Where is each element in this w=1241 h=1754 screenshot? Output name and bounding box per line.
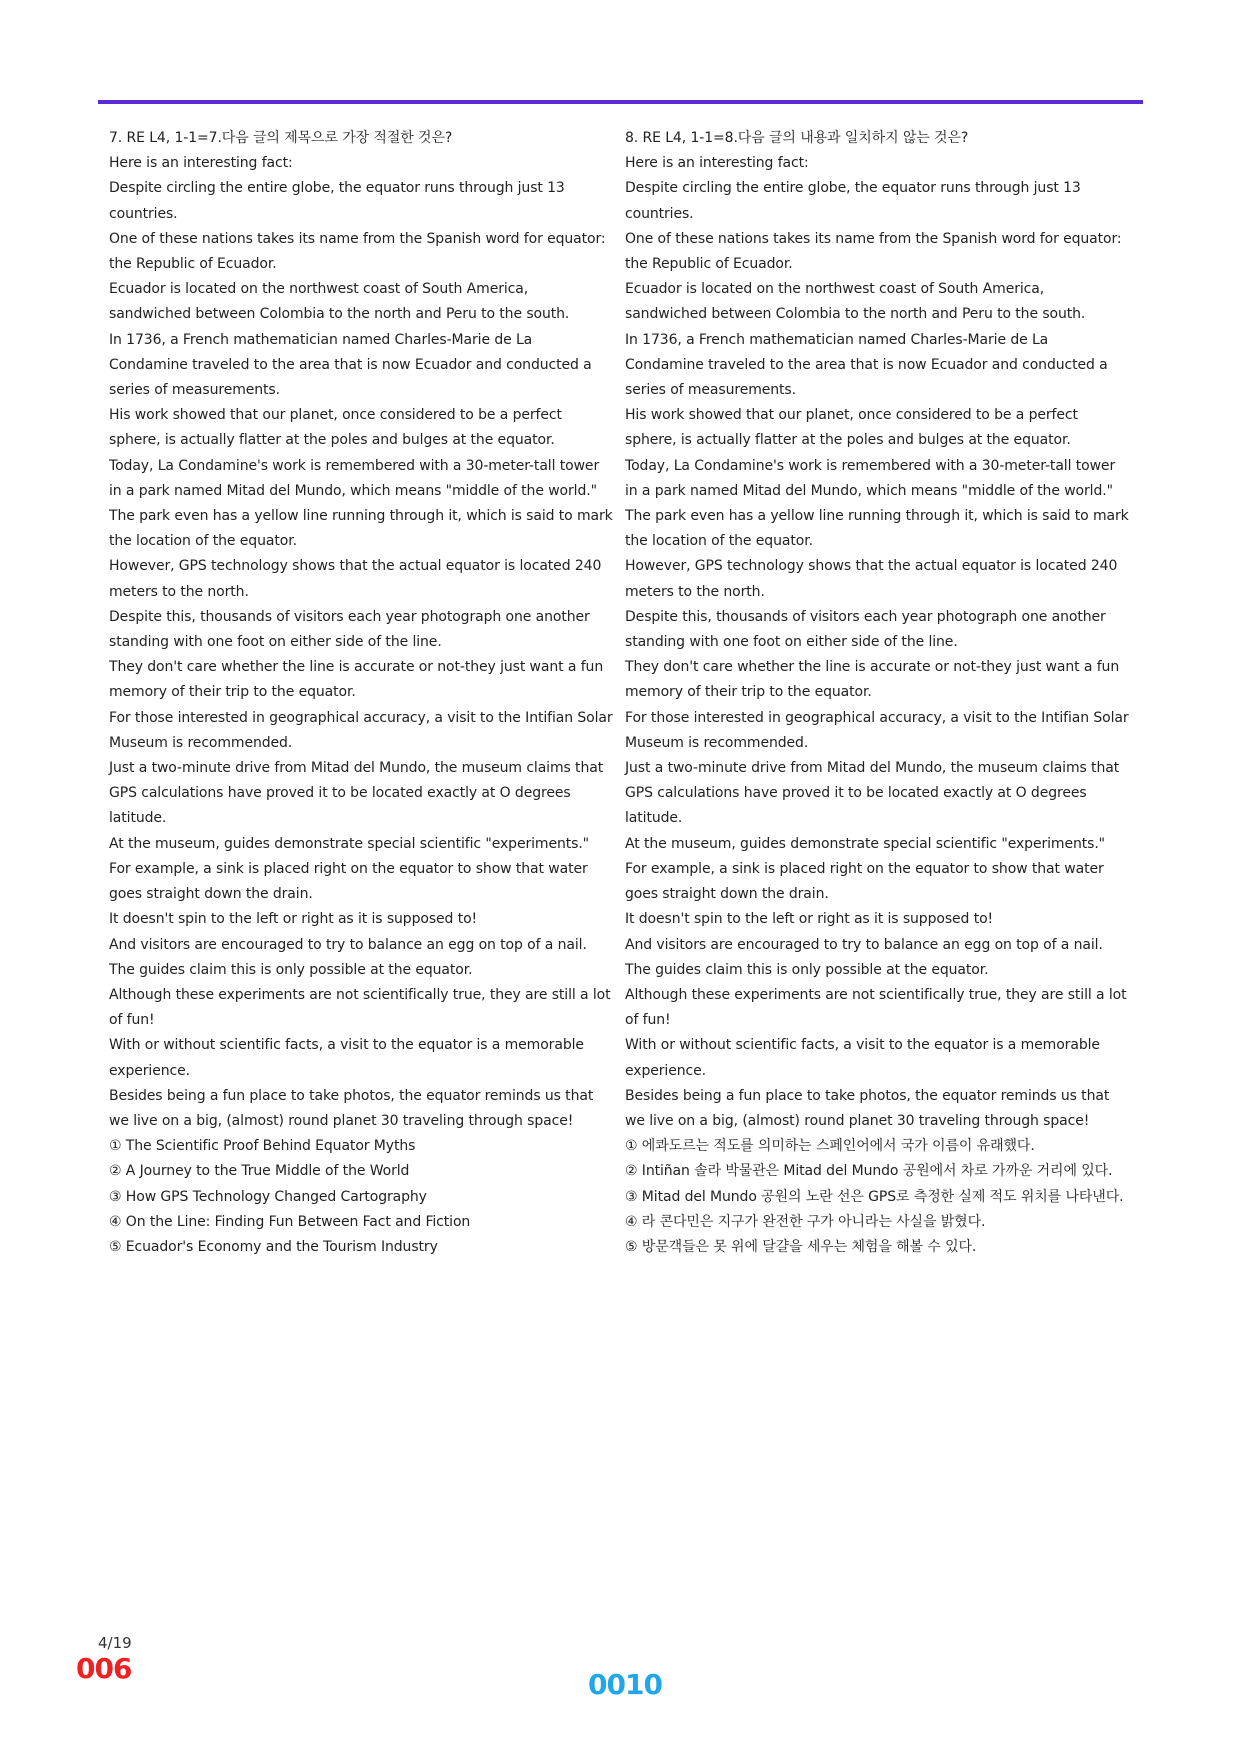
passage-sentence: The park even has a yellow line running through it, which is said to mark the location of the equator. (625, 508, 1129, 550)
passage-sentence: Here is an interesting fact: (625, 155, 809, 172)
choice-1: ① 에콰도르는 적도를 의미하는 스페인어에서 국가 이름이 유래했다. (625, 1138, 1035, 1155)
passage-sentence: It doesn't spin to the left or right as it is supposed to! (109, 911, 478, 928)
choice-1: ① The Scientific Proof Behind Equator Myths (109, 1138, 416, 1155)
passage-sentence: It doesn't spin to the left or right as it is supposed to! (625, 911, 994, 928)
passage-sentence: With or without scientific facts, a visit to the equator is a memorable experience. (625, 1037, 1100, 1079)
question-8-header: 8. RE L4, 1-1=8.다음 글의 내용과 일치하지 않는 것은? (625, 130, 969, 146)
passage-sentence: Despite this, thousands of visitors each year photograph one another standing with one foot on either side of the line. (109, 608, 590, 651)
choice-5: ⑤ 방문객들은 못 위에 달걀을 세우는 체험을 해볼 수 있다. (625, 1238, 977, 1255)
passage-sentence: And visitors are encouraged to try to balance an egg on top of a nail. (625, 936, 1103, 953)
choice-3: ③ Mitad del Mundo 공원의 노란 선은 GPS로 측정한 실제 적도 위치를 나타낸다. (625, 1188, 1124, 1205)
choice-2: ② A Journey to the True Middle of the World (109, 1163, 410, 1180)
passage-sentence: The park even has a yellow line running through it, which is said to mark the location of the equator. (109, 508, 613, 550)
passage-sentence: At the museum, guides demonstrate special scientific "experiments." (625, 835, 1106, 852)
question-7-header: 7. RE L4, 1-1=7.다음 글의 제목으로 가장 적절한 것은? (109, 130, 453, 146)
passage-sentence: Besides being a fun place to take photos, the equator reminds us that we live on a big, (almost) round planet 30 traveling through space! (109, 1087, 594, 1129)
passage-sentence: Ecuador is located on the northwest coast of South America, sandwiched between Colombia to the north and Peru to the south. (625, 281, 1086, 323)
passage-sentence: For those interested in geographical accuracy, a visit to the Intifian Solar Museum is recommended. (625, 709, 1129, 751)
page-number: 006 (76, 1652, 132, 1685)
footer-code: 0010 (588, 1668, 662, 1701)
passage-sentence: With or without scientific facts, a visit to the equator is a memorable experience. (109, 1037, 584, 1079)
passage-sentence: They don't care whether the line is accurate or not-they just want a fun memory of their trip to the equator. (625, 659, 1120, 701)
passage-sentence: For those interested in geographical accuracy, a visit to the Intifian Solar Museum is recommended. (109, 709, 613, 751)
passage-sentence: Here is an interesting fact: (109, 155, 293, 172)
passage-sentence: The guides claim this is only possible at the equator. (109, 961, 473, 978)
passage-sentence: However, GPS technology shows that the actual equator is located 240 meters to the north. (109, 558, 602, 600)
passage-sentence: Ecuador is located on the northwest coast of South America, sandwiched between Colombia to the north and Peru to the south. (109, 281, 570, 323)
top-rule (98, 100, 1143, 104)
passage-sentence: At the museum, guides demonstrate special scientific "experiments." (109, 835, 590, 852)
passage-sentence: Although these experiments are not scientifically true, they are still a lot of fun! (109, 986, 611, 1029)
passage-sentence: His work showed that our planet, once considered to be a perfect sphere, is actually flatter at the poles and bulges at the equator. (625, 407, 1078, 449)
passage-sentence: In 1736, a French mathematician named Charles-Marie de La Condamine traveled to the area that is now Ecuador and conducted a series of measurements. (109, 331, 592, 399)
question-8 (625, 126, 1130, 1260)
passage-sentence: One of these nations takes its name from the Spanish word for equator: the Republic of Ecuador. (109, 230, 606, 273)
choice-4: ④ On the Line: Finding Fun Between Fact and Fiction (109, 1213, 471, 1230)
passage-sentence: Today, La Condamine's work is remembered with a 30-meter-tall tower in a park named Mitad del Mundo, which means "middle of the world." (109, 457, 600, 499)
passage-sentence: Despite circling the entire globe, the equator runs through just 13 countries. (109, 180, 565, 222)
passage-sentence: Just a two-minute drive from Mitad del Mundo, the museum claims that GPS calculations have proved it to be located exactly at O degrees latitude. (109, 760, 604, 827)
passage-sentence: Despite this, thousands of visitors each year photograph one another standing with one foot on either side of the line. (625, 608, 1106, 651)
passage-sentence: Besides being a fun place to take photos, the equator reminds us that we live on a big, (almost) round planet 30 traveling through space! (625, 1087, 1110, 1129)
passage-sentence: For example, a sink is placed right on the equator to show that water goes straight down the drain. (625, 860, 1104, 903)
passage-sentence: Today, La Condamine's work is remembered with a 30-meter-tall tower in a park named Mitad del Mundo, which means "middle of the world." (625, 457, 1116, 499)
choice-5: ⑤ Ecuador's Economy and the Tourism Industry (109, 1238, 438, 1255)
question-7 (109, 126, 614, 1260)
passage-sentence: For example, a sink is placed right on the equator to show that water goes straight down the drain. (109, 860, 588, 903)
passage-sentence: However, GPS technology shows that the actual equator is located 240 meters to the north. (625, 558, 1118, 600)
passage-sentence: And visitors are encouraged to try to balance an egg on top of a nail. (109, 936, 587, 953)
passage-sentence: His work showed that our planet, once considered to be a perfect sphere, is actually flatter at the poles and bulges at the equator. (109, 407, 562, 449)
choice-3: ③ How GPS Technology Changed Cartography (109, 1188, 427, 1205)
passage-sentence: Although these experiments are not scientifically true, they are still a lot of fun! (625, 986, 1127, 1029)
page-count: 4/19 (98, 1634, 132, 1652)
passage-sentence: Just a two-minute drive from Mitad del Mundo, the museum claims that GPS calculations have proved it to be located exactly at O degrees latitude. (625, 760, 1120, 827)
passage-sentence: The guides claim this is only possible at the equator. (625, 961, 989, 978)
passage-sentence: Despite circling the entire globe, the equator runs through just 13 countries. (625, 180, 1081, 222)
choice-2: ② Intiñan 솔라 박물관은 Mitad del Mundo 공원에서 차로 가까운 거리에 있다. (625, 1163, 1113, 1180)
passage-sentence: They don't care whether the line is accurate or not-they just want a fun memory of their trip to the equator. (109, 659, 604, 701)
choice-4: ④ 라 콘다민은 지구가 완전한 구가 아니라는 사실을 밝혔다. (625, 1213, 986, 1230)
passage-sentence: In 1736, a French mathematician named Charles-Marie de La Condamine traveled to the area that is now Ecuador and conducted a series of measurements. (625, 331, 1108, 399)
passage-sentence: One of these nations takes its name from the Spanish word for equator: the Republic of Ecuador. (625, 230, 1122, 273)
